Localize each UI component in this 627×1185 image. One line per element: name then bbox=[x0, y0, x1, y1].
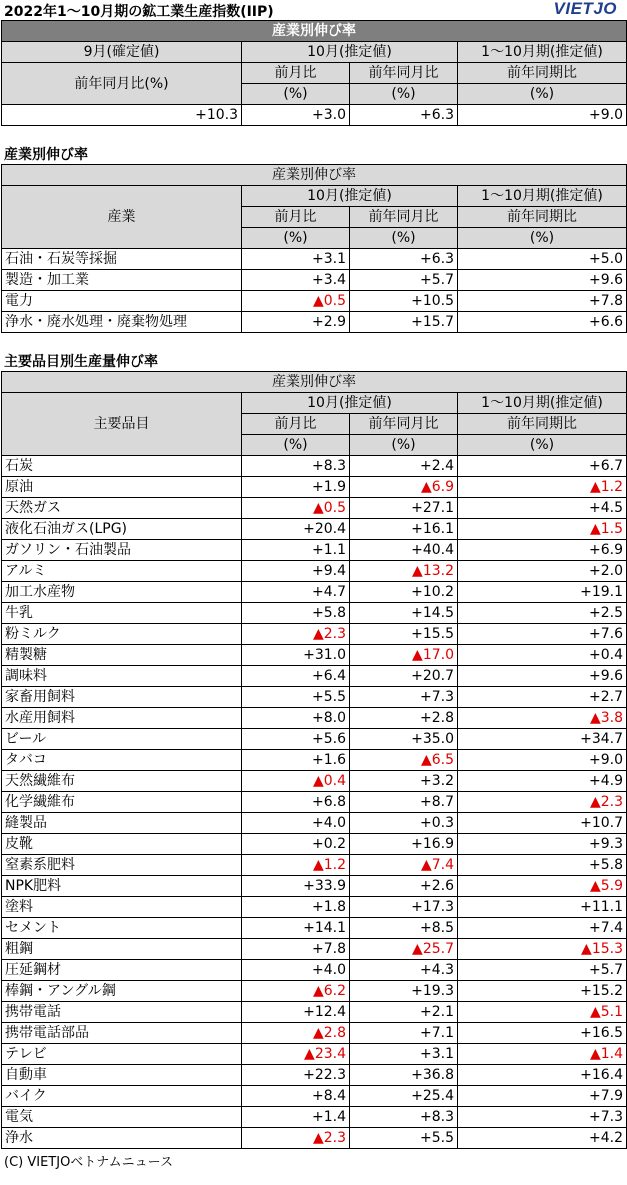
cell-mom: +1.9 bbox=[242, 477, 350, 498]
cell-yoy: +14.5 bbox=[350, 603, 458, 624]
cell-value: +9.0 bbox=[458, 105, 627, 126]
row-label: 原油 bbox=[2, 477, 242, 498]
cell-yoy: +15.7 bbox=[350, 312, 458, 333]
section-title-items: 主要品目別生産量伸び率 bbox=[4, 354, 158, 370]
items-banner: 産業別伸び率 bbox=[2, 372, 627, 393]
row-label: テレビ bbox=[2, 1044, 242, 1065]
cell-yoy: +7.3 bbox=[350, 687, 458, 708]
table-row bbox=[2, 270, 627, 291]
cell-yoy: +36.8 bbox=[350, 1065, 458, 1086]
table-row bbox=[2, 792, 627, 813]
cell-ytd: ▲1.2 bbox=[458, 477, 627, 498]
cell-yoy: +2.4 bbox=[350, 456, 458, 477]
cell-ytd: +5.8 bbox=[458, 855, 627, 876]
cell-mom: ▲6.2 bbox=[242, 981, 350, 1002]
cell-ytd: +6.9 bbox=[458, 540, 627, 561]
cell-mom: +2.9 bbox=[242, 312, 350, 333]
cell-yoy: +3.1 bbox=[350, 1044, 458, 1065]
cell-yoy: ▲6.9 bbox=[350, 477, 458, 498]
cell-mom: +4.7 bbox=[242, 582, 350, 603]
cell-ytd: +2.0 bbox=[458, 561, 627, 582]
row-label: 水産用飼料 bbox=[2, 708, 242, 729]
cell-mom: +1.8 bbox=[242, 897, 350, 918]
cell-mom: +6.4 bbox=[242, 666, 350, 687]
cell-yoy: +6.3 bbox=[350, 249, 458, 270]
cell-ytd: +7.9 bbox=[458, 1086, 627, 1107]
table-row bbox=[2, 477, 627, 498]
table-row bbox=[2, 708, 627, 729]
table-row bbox=[2, 813, 627, 834]
header-unit: (%) bbox=[458, 435, 627, 456]
cell-mom: ▲1.2 bbox=[242, 855, 350, 876]
header-unit: (%) bbox=[350, 228, 458, 249]
cell-ytd: +6.6 bbox=[458, 312, 627, 333]
cell-ytd: +2.5 bbox=[458, 603, 627, 624]
table-row bbox=[2, 105, 627, 126]
cell-ytd: +5.0 bbox=[458, 249, 627, 270]
row-label: バイク bbox=[2, 1086, 242, 1107]
vietjo-logo[interactable]: VIETJO bbox=[553, 0, 617, 18]
header-jan-oct: 1～10月期(推定値) bbox=[458, 393, 627, 414]
cell-yoy: ▲25.7 bbox=[350, 939, 458, 960]
cell-yoy: +0.3 bbox=[350, 813, 458, 834]
header-mom: 前月比 bbox=[242, 207, 350, 228]
table-row bbox=[2, 981, 627, 1002]
table-row bbox=[2, 456, 627, 477]
cell-mom: +33.9 bbox=[242, 876, 350, 897]
table-row bbox=[2, 750, 627, 771]
header-unit: (%) bbox=[242, 228, 350, 249]
row-label: 電気 bbox=[2, 1107, 242, 1128]
cell-mom: +9.4 bbox=[242, 561, 350, 582]
cell-value: +3.0 bbox=[242, 105, 350, 126]
page-header bbox=[0, 0, 627, 20]
table-row bbox=[2, 1128, 627, 1149]
table-row bbox=[2, 1044, 627, 1065]
table-row bbox=[2, 1065, 627, 1086]
cell-ytd: ▲3.8 bbox=[458, 708, 627, 729]
summary-table bbox=[1, 20, 627, 126]
cell-ytd: +4.5 bbox=[458, 498, 627, 519]
cell-yoy: +27.1 bbox=[350, 498, 458, 519]
cell-yoy: ▲7.4 bbox=[350, 855, 458, 876]
cell-mom: ▲2.8 bbox=[242, 1023, 350, 1044]
row-label: 圧延鋼材 bbox=[2, 960, 242, 981]
header-september: 9月(確定値) bbox=[2, 42, 242, 63]
copyright-footer: (C) VIETJOベトナムニュース bbox=[4, 1155, 174, 1170]
table-row bbox=[2, 1086, 627, 1107]
cell-yoy: +5.5 bbox=[350, 1128, 458, 1149]
cell-ytd: +11.1 bbox=[458, 897, 627, 918]
cell-ytd: +9.3 bbox=[458, 834, 627, 855]
cell-mom: +5.5 bbox=[242, 687, 350, 708]
table-row bbox=[2, 834, 627, 855]
cell-ytd: ▲1.4 bbox=[458, 1044, 627, 1065]
cell-yoy: +15.5 bbox=[350, 624, 458, 645]
row-label: 携帯電話 bbox=[2, 1002, 242, 1023]
cell-ytd: +9.6 bbox=[458, 270, 627, 291]
cell-yoy: +8.3 bbox=[350, 1107, 458, 1128]
row-label: 窒素系肥料 bbox=[2, 855, 242, 876]
row-label: 粗鋼 bbox=[2, 939, 242, 960]
row-label: アルミ bbox=[2, 561, 242, 582]
cell-value: +6.3 bbox=[350, 105, 458, 126]
cell-mom: +1.6 bbox=[242, 750, 350, 771]
cell-ytd: +2.7 bbox=[458, 687, 627, 708]
cell-yoy: +8.5 bbox=[350, 918, 458, 939]
cell-ytd: +10.7 bbox=[458, 813, 627, 834]
items-table bbox=[1, 371, 627, 1149]
table-row bbox=[2, 1107, 627, 1128]
cell-yoy: +5.7 bbox=[350, 270, 458, 291]
industry-banner: 産業別伸び率 bbox=[2, 165, 627, 186]
cell-mom: +5.8 bbox=[242, 603, 350, 624]
table-row bbox=[2, 687, 627, 708]
header-october: 10月(推定値) bbox=[242, 42, 458, 63]
cell-ytd: +34.7 bbox=[458, 729, 627, 750]
row-label: 加工水産物 bbox=[2, 582, 242, 603]
cell-ytd: +4.2 bbox=[458, 1128, 627, 1149]
header-unit: (%) bbox=[242, 84, 350, 105]
table-row bbox=[2, 312, 627, 333]
header-october: 10月(推定値) bbox=[242, 393, 458, 414]
header-ytd: 前年同期比 bbox=[458, 63, 627, 84]
cell-yoy: +8.7 bbox=[350, 792, 458, 813]
cell-yoy: +35.0 bbox=[350, 729, 458, 750]
cell-yoy: +25.4 bbox=[350, 1086, 458, 1107]
cell-yoy: +20.7 bbox=[350, 666, 458, 687]
row-label: 自動車 bbox=[2, 1065, 242, 1086]
header-jan-oct: 1～10月期(推定値) bbox=[458, 42, 627, 63]
header-ytd: 前年同期比 bbox=[458, 414, 627, 435]
table-row bbox=[2, 960, 627, 981]
row-label: 皮靴 bbox=[2, 834, 242, 855]
cell-ytd: ▲5.1 bbox=[458, 1002, 627, 1023]
row-label: 石炭 bbox=[2, 456, 242, 477]
header-industry: 産業 bbox=[2, 186, 242, 249]
page-title: 2022年1～10月期の鉱工業生産指数(IIP) bbox=[4, 4, 274, 20]
row-label: 石油・石炭等採掘 bbox=[2, 249, 242, 270]
cell-ytd: ▲15.3 bbox=[458, 939, 627, 960]
cell-mom: +4.0 bbox=[242, 813, 350, 834]
cell-ytd: +19.1 bbox=[458, 582, 627, 603]
row-label: 調味料 bbox=[2, 666, 242, 687]
industry-rows bbox=[2, 249, 627, 333]
header-yoy: 前年同月比 bbox=[350, 207, 458, 228]
row-label: NPK肥料 bbox=[2, 876, 242, 897]
cell-ytd: ▲2.3 bbox=[458, 792, 627, 813]
cell-yoy: +2.8 bbox=[350, 708, 458, 729]
cell-ytd: +7.8 bbox=[458, 291, 627, 312]
table-row bbox=[2, 603, 627, 624]
cell-mom: +0.2 bbox=[242, 834, 350, 855]
row-label: 浄水・廃水処理・廃棄物処理 bbox=[2, 312, 242, 333]
row-label: ビール bbox=[2, 729, 242, 750]
row-label: 塗料 bbox=[2, 897, 242, 918]
row-label: 棒鋼・アングル鋼 bbox=[2, 981, 242, 1002]
table-row bbox=[2, 540, 627, 561]
cell-yoy: +19.3 bbox=[350, 981, 458, 1002]
row-label: 天然ガス bbox=[2, 498, 242, 519]
cell-ytd: +15.2 bbox=[458, 981, 627, 1002]
table-row bbox=[2, 1002, 627, 1023]
row-label: 製造・加工業 bbox=[2, 270, 242, 291]
cell-mom: ▲2.3 bbox=[242, 624, 350, 645]
cell-ytd: ▲1.5 bbox=[458, 519, 627, 540]
cell-mom: +8.4 bbox=[242, 1086, 350, 1107]
cell-yoy: +16.9 bbox=[350, 834, 458, 855]
cell-mom: ▲0.4 bbox=[242, 771, 350, 792]
table-row bbox=[2, 729, 627, 750]
table-row bbox=[2, 666, 627, 687]
cell-mom: +8.0 bbox=[242, 708, 350, 729]
table-row bbox=[2, 645, 627, 666]
row-label: 浄水 bbox=[2, 1128, 242, 1149]
table-row bbox=[2, 498, 627, 519]
header-mom: 前月比 bbox=[242, 414, 350, 435]
cell-ytd: ▲5.9 bbox=[458, 876, 627, 897]
table-row bbox=[2, 291, 627, 312]
table-row bbox=[2, 519, 627, 540]
cell-yoy: +16.1 bbox=[350, 519, 458, 540]
cell-yoy: +10.5 bbox=[350, 291, 458, 312]
header-october: 10月(推定値) bbox=[242, 186, 458, 207]
cell-mom: +6.8 bbox=[242, 792, 350, 813]
header-unit: (%) bbox=[350, 84, 458, 105]
header-mom: 前月比 bbox=[242, 63, 350, 84]
row-label: 化学繊維布 bbox=[2, 792, 242, 813]
table-row bbox=[2, 939, 627, 960]
row-label: 縫製品 bbox=[2, 813, 242, 834]
row-label: 液化石油ガス(LPG) bbox=[2, 519, 242, 540]
cell-mom: +12.4 bbox=[242, 1002, 350, 1023]
cell-mom: ▲0.5 bbox=[242, 291, 350, 312]
cell-ytd: +16.4 bbox=[458, 1065, 627, 1086]
industry-table bbox=[1, 164, 627, 333]
cell-mom: +22.3 bbox=[242, 1065, 350, 1086]
cell-mom: +3.4 bbox=[242, 270, 350, 291]
table-row bbox=[2, 249, 627, 270]
cell-mom: ▲0.5 bbox=[242, 498, 350, 519]
cell-mom: +5.6 bbox=[242, 729, 350, 750]
cell-ytd: +7.4 bbox=[458, 918, 627, 939]
table-row bbox=[2, 771, 627, 792]
cell-ytd: +4.9 bbox=[458, 771, 627, 792]
header-jan-oct: 1～10月期(推定値) bbox=[458, 186, 627, 207]
table-row bbox=[2, 1023, 627, 1044]
header-yoy: 前年同月比 bbox=[350, 63, 458, 84]
cell-mom: ▲23.4 bbox=[242, 1044, 350, 1065]
header-unit: (%) bbox=[458, 84, 627, 105]
cell-mom: +1.1 bbox=[242, 540, 350, 561]
cell-yoy: ▲17.0 bbox=[350, 645, 458, 666]
row-label: 牛乳 bbox=[2, 603, 242, 624]
table-row bbox=[2, 561, 627, 582]
cell-mom: +14.1 bbox=[242, 918, 350, 939]
cell-mom: ▲2.3 bbox=[242, 1128, 350, 1149]
row-label: 天然繊維布 bbox=[2, 771, 242, 792]
table-row bbox=[2, 855, 627, 876]
cell-mom: +31.0 bbox=[242, 645, 350, 666]
table-row bbox=[2, 876, 627, 897]
section-title-industry: 産業別伸び率 bbox=[4, 147, 88, 163]
row-label: セメント bbox=[2, 918, 242, 939]
cell-mom: +4.0 bbox=[242, 960, 350, 981]
table-row bbox=[2, 582, 627, 603]
header-unit: (%) bbox=[458, 228, 627, 249]
cell-yoy: ▲13.2 bbox=[350, 561, 458, 582]
cell-ytd: +16.5 bbox=[458, 1023, 627, 1044]
table-row bbox=[2, 897, 627, 918]
cell-yoy: +3.2 bbox=[350, 771, 458, 792]
row-label: 精製糖 bbox=[2, 645, 242, 666]
header-unit: (%) bbox=[350, 435, 458, 456]
cell-ytd: +9.6 bbox=[458, 666, 627, 687]
table-row bbox=[2, 918, 627, 939]
cell-mom: +7.8 bbox=[242, 939, 350, 960]
cell-mom: +1.4 bbox=[242, 1107, 350, 1128]
cell-yoy: +17.3 bbox=[350, 897, 458, 918]
table-row bbox=[2, 624, 627, 645]
header-item: 主要品目 bbox=[2, 393, 242, 456]
cell-yoy: +7.1 bbox=[350, 1023, 458, 1044]
header-yoy: 前年同月比 bbox=[350, 414, 458, 435]
cell-ytd: +9.0 bbox=[458, 750, 627, 771]
cell-ytd: +7.6 bbox=[458, 624, 627, 645]
row-label: 電力 bbox=[2, 291, 242, 312]
cell-ytd: +5.7 bbox=[458, 960, 627, 981]
cell-mom: +8.3 bbox=[242, 456, 350, 477]
cell-ytd: +0.4 bbox=[458, 645, 627, 666]
header-ytd: 前年同期比 bbox=[458, 207, 627, 228]
row-label: 粉ミルク bbox=[2, 624, 242, 645]
header-yoy-percent: 前年同月比(%) bbox=[2, 63, 242, 105]
row-label: 家畜用飼料 bbox=[2, 687, 242, 708]
cell-yoy: +40.4 bbox=[350, 540, 458, 561]
cell-yoy: +2.1 bbox=[350, 1002, 458, 1023]
cell-yoy: ▲6.5 bbox=[350, 750, 458, 771]
cell-yoy: +4.3 bbox=[350, 960, 458, 981]
cell-yoy: +10.2 bbox=[350, 582, 458, 603]
cell-ytd: +6.7 bbox=[458, 456, 627, 477]
cell-value: +10.3 bbox=[2, 105, 242, 126]
row-label: ガソリン・石油製品 bbox=[2, 540, 242, 561]
cell-mom: +20.4 bbox=[242, 519, 350, 540]
cell-yoy: +2.6 bbox=[350, 876, 458, 897]
cell-ytd: +7.3 bbox=[458, 1107, 627, 1128]
items-rows bbox=[2, 456, 627, 1149]
summary-banner: 産業別伸び率 bbox=[2, 21, 627, 42]
row-label: 携帯電話部品 bbox=[2, 1023, 242, 1044]
header-unit: (%) bbox=[242, 435, 350, 456]
cell-mom: +3.1 bbox=[242, 249, 350, 270]
row-label: タバコ bbox=[2, 750, 242, 771]
